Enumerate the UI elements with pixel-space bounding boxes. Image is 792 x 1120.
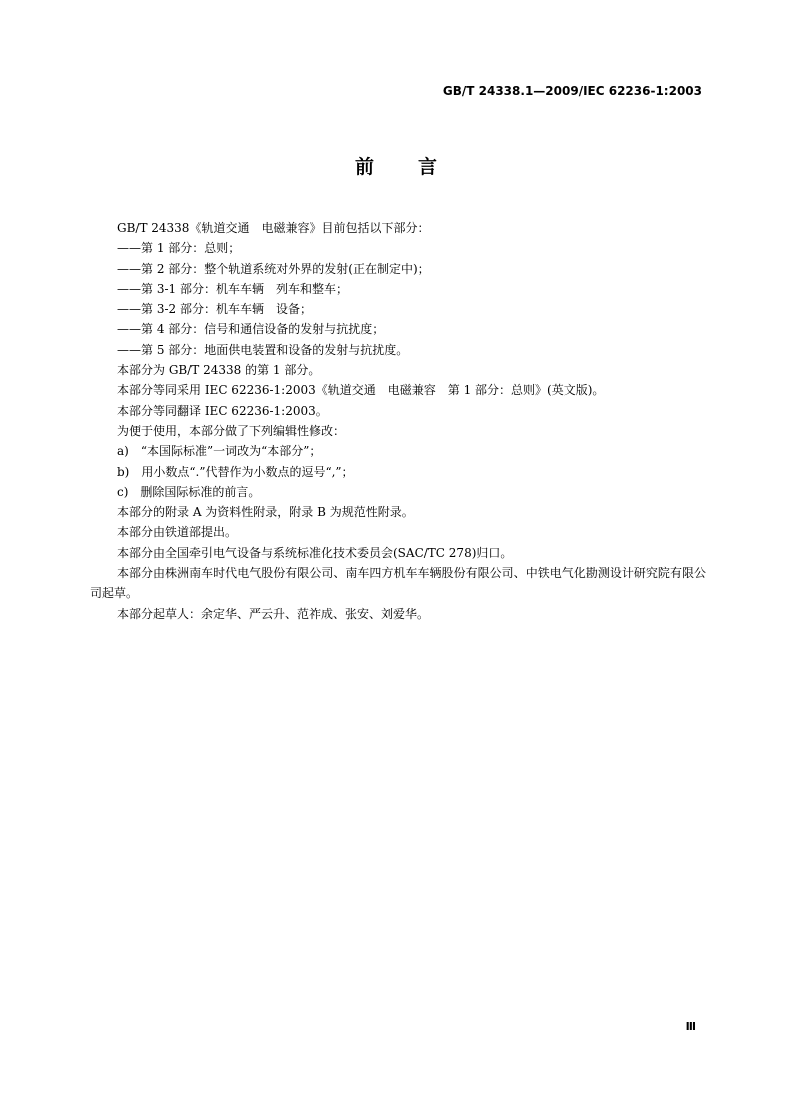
- list-item-part-3-1: ——第 3-1 部分：机车车辆 列车和整车；: [117, 281, 348, 296]
- paragraph-proposed-by: 本部分由铁道部提出。: [117, 525, 238, 540]
- standard-number-header: GB/T 24338.1—2009/IEC 62236-1:2003: [442, 84, 702, 98]
- list-item-part-2: ——第 2 部分：整个轨道系统对外界的发射(正在制定中)；: [117, 261, 430, 276]
- page-number: Ⅲ: [685, 1020, 696, 1033]
- paragraph-drafted-by: 本部分由株洲南车时代电气股份有限公司、南车四方机车车辆股份有限公司、中铁电气化勘测设计研究院有限公司起草。: [90, 566, 706, 601]
- edit-item-c: c) 删除国际标准的前言。: [117, 484, 261, 499]
- paragraph-part-statement: 本部分为 GB/T 24338 的第 1 部分。: [117, 363, 321, 378]
- paragraph-translation: 本部分等同翻译 IEC 62236-1:2003。: [117, 403, 328, 418]
- paragraph-edits-intro: 为便于使用，本部分做了下列编辑性修改：: [117, 423, 346, 438]
- document-body: [90, 218, 706, 624]
- page-title: 前言: [354, 156, 481, 178]
- list-item-part-4: ——第 4 部分：信号和通信设备的发射与抗扰度；: [117, 322, 385, 337]
- paragraph-intro: GB/T 24338《轨道交通 电磁兼容》目前包括以下部分：: [117, 221, 430, 235]
- list-item-part-5: ——第 5 部分：地面供电装置和设备的发射与抗扰度。: [117, 342, 409, 357]
- list-item-part-1: ——第 1 部分：总则；: [117, 241, 241, 256]
- list-item-part-3-2: ——第 3-2 部分：机车车辆 设备；: [117, 302, 312, 317]
- paragraph-annexes: 本部分的附录 A 为资料性附录，附录 B 为规范性附录。: [117, 505, 414, 520]
- paragraph-drafters: 本部分起草人：余定华、严云升、范祚成、张安、刘爱华。: [117, 606, 430, 621]
- paragraph-adoption: 本部分等同采用 IEC 62236-1:2003《轨道交通 电磁兼容 第 1 部分：总则》(英文版)。: [117, 383, 605, 398]
- edit-item-a: a) “本国际标准”一词改为“本部分”；: [117, 444, 322, 459]
- edit-item-b: b) 用小数点“.”代替作为小数点的逗号“,”；: [117, 464, 354, 479]
- paragraph-centralized-by: 本部分由全国牵引电气设备与系统标准化技术委员会(SAC/TC 278)归口。: [117, 545, 513, 560]
